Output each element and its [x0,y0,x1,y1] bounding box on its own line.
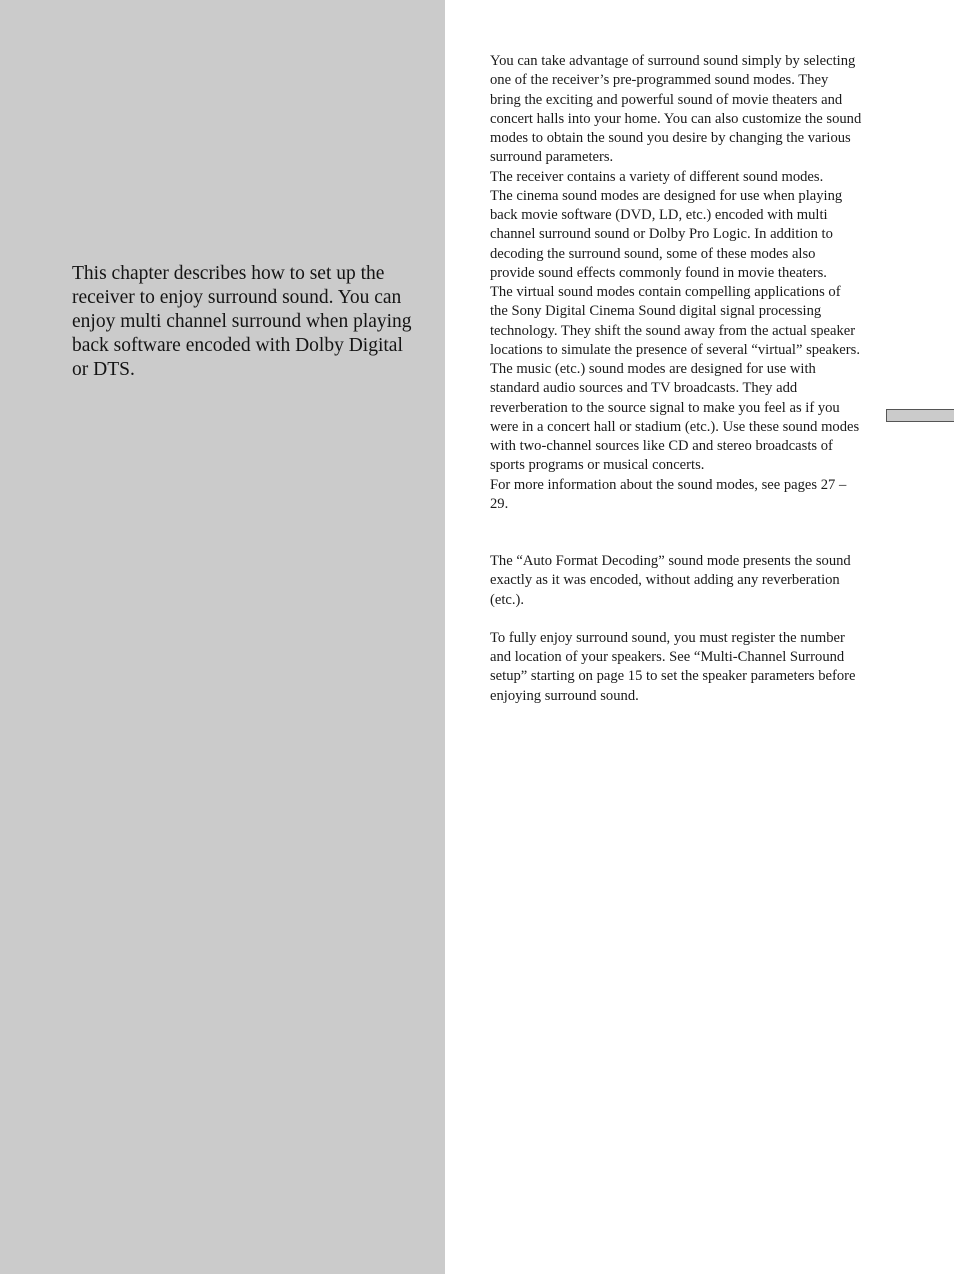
left-sidebar-panel [0,0,445,1274]
paragraph-surround-intro: You can take advantage of surround sound simply by selecting one of the receiver’s pre-programmed sound modes. They bring the exciting and powerful sound of movie theaters and concert halls into your home. You can also customize the sound modes to obtain the sound you desire by changing the various surround parameters. [490,53,862,166]
spacer [490,514,862,552]
paragraph-virtual-modes: The virtual sound modes contain compelling applications of the Sony Digital Cinema Sound digital signal processing technology. They shift the sound away from the actual speaker locations to simulate the presence of several “virtual” speakers. [490,284,860,358]
paragraph-sound-modes-variety: The receiver contains a variety of different sound modes. [490,168,824,185]
chapter-intro-text: This chapter describes how to set up the receiver to enjoy surround sound. You can enjoy multi channel surround when playing back software encoded with Dolby Digital or DTS. [72,263,412,380]
paragraph-music-modes: The music (etc.) sound modes are designed for use with standard audio sources and TV broadcasts. They add reverberation to the source signal to make you feel as if you were in a concert hall or stadium (etc.). Use these sound modes with two-channel sources like CD and stereo broadcasts of sports programs or musical concerts. [490,361,860,474]
chapter-edge-tab [886,409,954,422]
main-text-column [490,52,862,706]
spacer [490,610,862,629]
paragraph-cinema-modes: The cinema sound modes are designed for use when playing back movie software (DVD, LD, etc.) encoded with multi channel surround sound or Dolby Pro Logic. In addition to decoding the surround sound, some of these modes also provide sound effects commonly found in movie theaters. [490,187,843,281]
paragraph-more-info: For more information about the sound modes, see pages 27 – 29. [490,476,847,512]
paragraph-speaker-registration: To fully enjoy surround sound, you must register the number and location of your speakers. See “Multi-Channel Surround setup” starting on page 15 to set the speaker parameters before enjoying surround sound. [490,629,856,704]
paragraph-auto-format-decoding: The “Auto Format Decoding” sound mode presents the sound exactly as it was encoded, without adding any reverberation (etc.). [490,553,851,608]
